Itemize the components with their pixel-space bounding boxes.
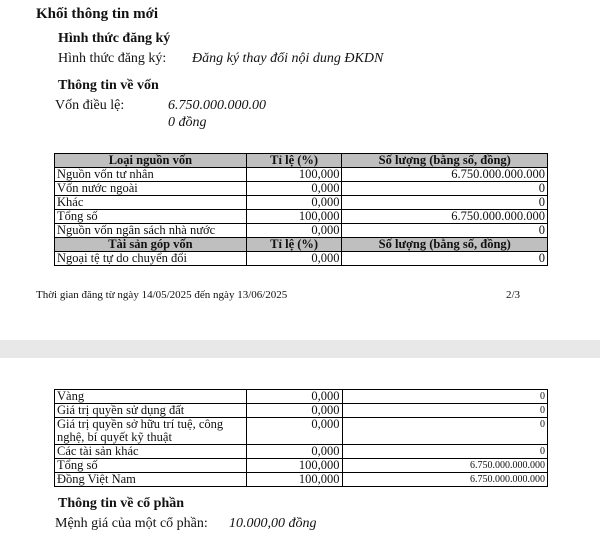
row-amount: 0 (342, 390, 547, 404)
row-name: Nguồn vốn tư nhân (55, 168, 247, 182)
row-amount: 0 (342, 445, 547, 459)
par-value-label: Mệnh giá của một cổ phần: (55, 516, 208, 531)
row-name: Ngoại tệ tự do chuyển đổi (55, 252, 247, 266)
row-percent: 100,000 (246, 473, 342, 487)
column-header: Tỉ lệ (%) (246, 154, 342, 168)
row-amount: 6.750.000.000.000 (342, 459, 547, 473)
row-percent: 0,000 (246, 390, 342, 404)
row-percent: 100,000 (246, 210, 342, 224)
capital-heading: Thông tin về vốn (58, 78, 159, 93)
table-row (55, 182, 548, 196)
row-percent: 0,000 (246, 404, 342, 418)
charter-capital-value: 6.750.000.000.00 (168, 98, 266, 113)
row-percent: 0,000 (246, 418, 342, 445)
row-amount: 0 (342, 224, 548, 238)
section-title: Khối thông tin mới (36, 6, 159, 22)
row-amount: 0 (342, 404, 547, 418)
asset-contribution-table (54, 389, 548, 487)
row-name: Khác (55, 196, 247, 210)
capital-source-table (54, 153, 548, 266)
row-name: Đồng Việt Nam (55, 473, 247, 487)
row-name: Tổng số (55, 210, 247, 224)
table-row (55, 210, 548, 224)
table-row (55, 224, 548, 238)
row-percent: 0,000 (246, 182, 342, 196)
column-header: Loại nguồn vốn (55, 154, 247, 168)
row-percent: 0,000 (246, 445, 342, 459)
par-value: 10.000,00 đồng (229, 516, 317, 531)
row-name: Tổng số (55, 459, 247, 473)
table-row (55, 418, 548, 445)
registration-label: Hình thức đăng ký: (58, 51, 167, 66)
table-row (55, 473, 548, 487)
registration-period: Thời gian đăng từ ngày 14/05/2025 đến ngày 13/06/2025 (36, 289, 288, 301)
registration-heading: Hình thức đăng ký (58, 31, 171, 46)
charter-capital-label: Vốn điều lệ: (55, 98, 125, 113)
row-amount: 6.750.000.000.000 (342, 210, 548, 224)
column-header: Tài sản góp vốn (55, 238, 247, 252)
row-percent: 0,000 (246, 224, 342, 238)
row-amount: 0 (342, 182, 548, 196)
row-percent: 100,000 (246, 168, 342, 182)
column-header: Tỉ lệ (%) (246, 238, 342, 252)
row-amount: 0 (342, 418, 547, 445)
row-name: Các tài sản khác (55, 445, 247, 459)
row-name: Vàng (55, 390, 247, 404)
table-header-row (55, 238, 548, 252)
table-row (55, 404, 548, 418)
row-name: Nguồn vốn ngân sách nhà nước (55, 224, 247, 238)
page-number: 2/3 (506, 289, 521, 301)
table-header-row (55, 154, 548, 168)
row-percent: 100,000 (246, 459, 342, 473)
row-name: Vốn nước ngoài (55, 182, 247, 196)
row-amount: 6.750.000.000.000 (342, 168, 548, 182)
table-row (55, 252, 548, 266)
shares-heading: Thông tin về cổ phần (58, 496, 185, 511)
table-row (55, 168, 548, 182)
column-header: Số lượng (bằng số, đồng) (342, 154, 548, 168)
charter-capital-words: 0 đồng (168, 115, 207, 130)
row-percent: 0,000 (246, 252, 342, 266)
column-header: Số lượng (bằng số, đồng) (342, 238, 548, 252)
row-amount: 0 (342, 252, 548, 266)
table-row (55, 445, 548, 459)
row-percent: 0,000 (246, 196, 342, 210)
registration-value: Đăng ký thay đổi nội dung ĐKDN (192, 51, 384, 66)
table-row (55, 390, 548, 404)
document-page-2 (0, 358, 600, 541)
row-amount: 0 (342, 196, 548, 210)
table-row (55, 459, 548, 473)
table-row (55, 196, 548, 210)
row-amount: 6.750.000.000.000 (342, 473, 547, 487)
row-name: Giá trị quyền sử dụng đất (55, 404, 247, 418)
row-name: Giá trị quyền sở hữu trí tuệ, công nghệ, bí quyết kỹ thuật (55, 418, 247, 445)
